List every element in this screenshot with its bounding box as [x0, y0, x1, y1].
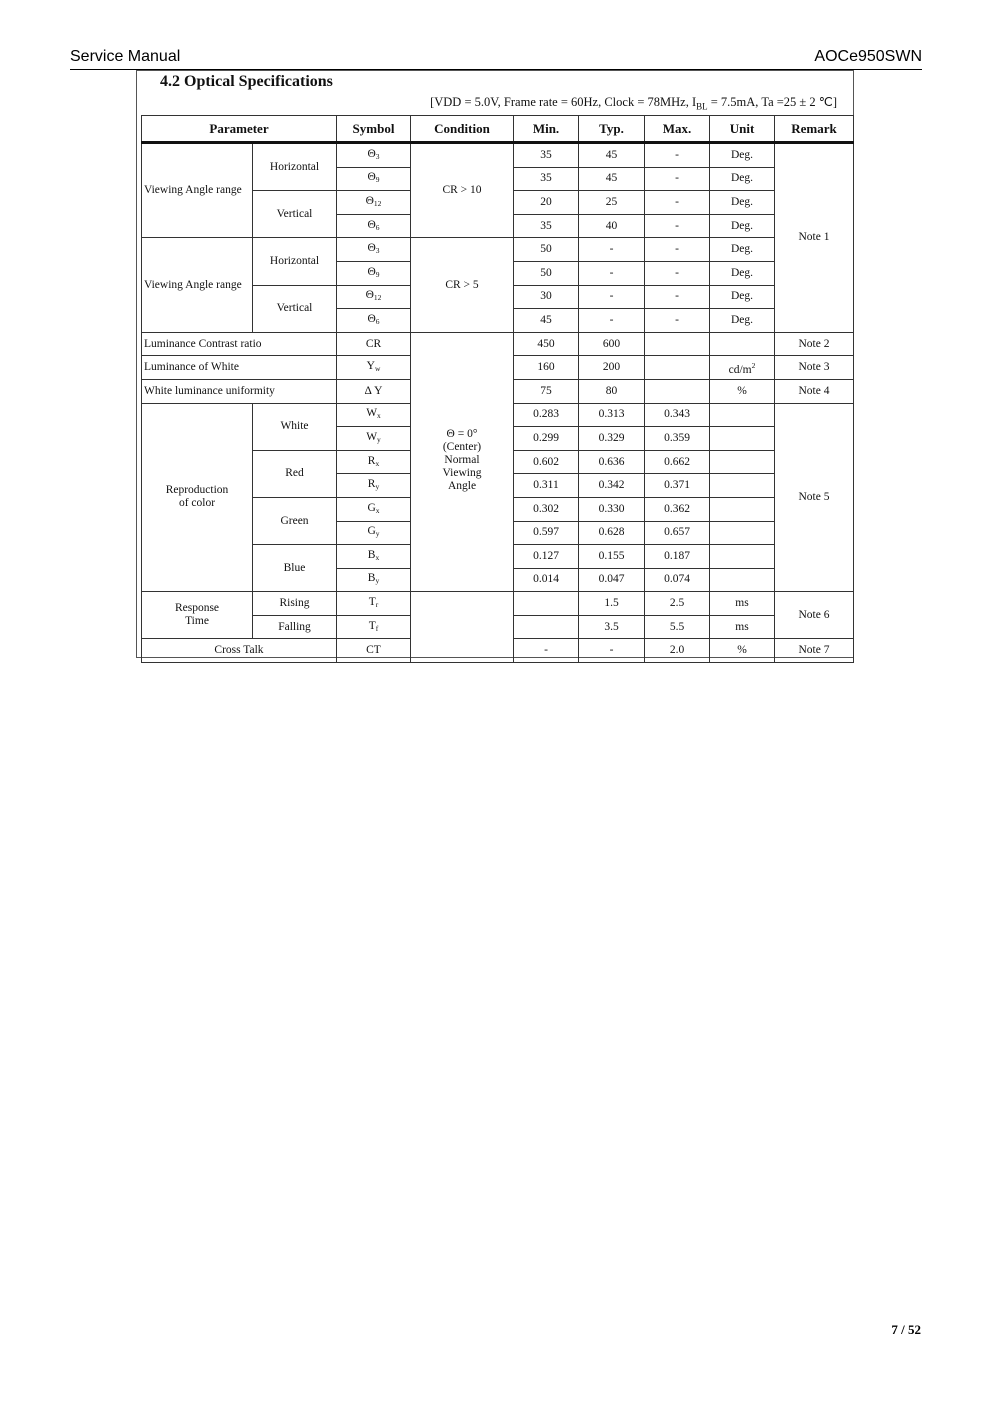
page-number: 7 / 52 [891, 1322, 921, 1337]
unit-cell [710, 427, 775, 451]
condition-cell-empty [411, 592, 514, 663]
max-cell: 2.0 [645, 639, 710, 663]
min-cell: 0.302 [514, 497, 579, 521]
unit-cell [710, 403, 775, 427]
symbol-cell: $R_x$ [337, 450, 411, 474]
typ-cell: 40 [579, 214, 645, 238]
max-cell: 0.343 [645, 403, 710, 427]
max-cell: - [645, 167, 710, 191]
max-cell: 0.187 [645, 545, 710, 569]
max-cell: 0.662 [645, 450, 710, 474]
col-header: Remark [775, 116, 854, 143]
unit-cell: % [710, 639, 775, 663]
typ-cell: 200 [579, 356, 645, 380]
table-row [142, 592, 854, 616]
unit-cell: Deg. [710, 261, 775, 285]
cond-line: Θ = 0° [446, 427, 478, 440]
param-cell: Luminance of White [142, 356, 337, 380]
symbol-cell: $\Theta_9$ [337, 261, 411, 285]
response-line: Time [185, 615, 209, 628]
symbol-cell: $\Theta_3$ [337, 238, 411, 262]
min-cell: 160 [514, 356, 579, 380]
unit-cell: Deg. [710, 143, 775, 168]
sub-param-cell: White [253, 403, 337, 450]
max-cell: 2.5 [645, 592, 710, 616]
condition-cell: CR > 10 [411, 143, 514, 238]
typ-cell: 0.329 [579, 427, 645, 451]
typ-cell: 1.5 [579, 592, 645, 616]
symbol-cell: $\Theta_6$ [337, 309, 411, 333]
unit-cell [710, 497, 775, 521]
header-model: AOCe950SWN [814, 48, 922, 65]
cond-line: (Center) [442, 440, 482, 453]
symbol-cell: $B_y$ [337, 568, 411, 592]
symbol-cell: $\Theta_{12}$ [337, 191, 411, 215]
condition-cell-center [411, 332, 514, 592]
param-cell: White luminance uniformity [142, 379, 337, 403]
symbol-cell: $G_y$ [337, 521, 411, 545]
max-cell: - [645, 238, 710, 262]
col-header: Typ. [579, 116, 645, 143]
repro-line: of color [178, 497, 216, 510]
min-cell: 45 [514, 309, 579, 333]
cond-line: Viewing [442, 466, 482, 479]
symbol-cell: $G_x$ [337, 497, 411, 521]
conditions-prefix: [VDD = 5.0V, Frame rate = 60Hz, Clock = 78MHz, I [430, 95, 697, 109]
symbol-cell: $\Theta_9$ [337, 167, 411, 191]
symbol-cell: $\Theta_3$ [337, 143, 411, 168]
symbol-cell: CR [337, 332, 411, 356]
sub-param-cell: Red [253, 450, 337, 497]
min-cell: 0.311 [514, 474, 579, 498]
unit-cell: % [710, 379, 775, 403]
sub-param-cell: Blue [253, 545, 337, 592]
col-header: Min. [514, 116, 579, 143]
header-title: Service Manual [70, 48, 181, 65]
max-cell [645, 379, 710, 403]
param-cell [142, 403, 253, 592]
min-cell: 50 [514, 261, 579, 285]
typ-cell: 600 [579, 332, 645, 356]
min-cell [514, 615, 579, 639]
remark-cell: Note 6 [775, 592, 854, 639]
param-cell: Cross Talk [142, 639, 337, 663]
typ-cell: 0.155 [579, 545, 645, 569]
remark-cell: Note 4 [775, 379, 854, 403]
min-cell: 450 [514, 332, 579, 356]
symbol-cell: $\Theta_{12}$ [337, 285, 411, 309]
min-cell: 20 [514, 191, 579, 215]
typ-cell: 0.628 [579, 521, 645, 545]
unit-cell [710, 332, 775, 356]
min-cell: 0.597 [514, 521, 579, 545]
min-cell: - [514, 639, 579, 663]
col-header: Symbol [337, 116, 411, 143]
unit-cell [710, 521, 775, 545]
typ-cell: - [579, 285, 645, 309]
max-cell: 0.371 [645, 474, 710, 498]
page-header [70, 47, 922, 70]
repro-line: Reproduction [165, 484, 229, 497]
condition-cell: CR > 5 [411, 238, 514, 332]
table-row [142, 238, 854, 262]
conditions-sub: BL [696, 101, 708, 112]
unit-cell: Deg. [710, 309, 775, 333]
response-line: Response [174, 602, 220, 615]
unit-cell [710, 568, 775, 592]
typ-cell: 0.342 [579, 474, 645, 498]
sub-param-cell: Rising [253, 592, 337, 616]
sub-param-cell: Green [253, 497, 337, 544]
table-row [142, 143, 854, 168]
typ-cell: 0.330 [579, 497, 645, 521]
typ-cell: 0.313 [579, 403, 645, 427]
symbol-cell: $\Theta_6$ [337, 214, 411, 238]
max-cell: 0.657 [645, 521, 710, 545]
max-cell: - [645, 309, 710, 333]
unit-cell: Deg. [710, 238, 775, 262]
min-cell: 0.299 [514, 427, 579, 451]
max-cell [645, 332, 710, 356]
table-header-row [142, 116, 854, 143]
sub-param-cell: Horizontal [253, 238, 337, 285]
optical-spec-table [141, 115, 854, 663]
min-cell: 0.014 [514, 568, 579, 592]
max-cell: 5.5 [645, 615, 710, 639]
param-cell: Viewing Angle range [142, 238, 253, 332]
col-header: Parameter [142, 116, 337, 143]
unit-cell [710, 474, 775, 498]
unit-cell: Deg. [710, 214, 775, 238]
test-conditions [430, 94, 837, 112]
remark-cell: Note 2 [775, 332, 854, 356]
col-header: Condition [411, 116, 514, 143]
typ-cell: 25 [579, 191, 645, 215]
min-cell: 50 [514, 238, 579, 262]
param-cell: Luminance Contrast ratio [142, 332, 337, 356]
min-cell: 35 [514, 214, 579, 238]
max-cell [645, 356, 710, 380]
symbol-cell: $T_f$ [337, 615, 411, 639]
cond-line: Angle [447, 479, 477, 492]
symbol-cell: $W_y$ [337, 427, 411, 451]
min-cell [514, 592, 579, 616]
table-row [142, 332, 854, 356]
cond-line: Normal [444, 453, 480, 466]
typ-cell: 45 [579, 167, 645, 191]
typ-cell: 0.047 [579, 568, 645, 592]
unit-cell: ms [710, 615, 775, 639]
remark-cell: Note 3 [775, 356, 854, 380]
min-cell: 35 [514, 143, 579, 168]
min-cell: 0.127 [514, 545, 579, 569]
col-header: Unit [710, 116, 775, 143]
symbol-cell: $Y_w$ [337, 356, 411, 380]
param-cell [142, 592, 253, 639]
max-cell: 0.359 [645, 427, 710, 451]
min-cell: 0.602 [514, 450, 579, 474]
symbol-cell: $B_x$ [337, 545, 411, 569]
min-cell: 75 [514, 379, 579, 403]
unit-cell [710, 545, 775, 569]
unit-cell: Deg. [710, 167, 775, 191]
unit-cell: $cd/m^2$ [710, 356, 775, 380]
max-cell: - [645, 143, 710, 168]
max-cell: - [645, 191, 710, 215]
unit-cell: ms [710, 592, 775, 616]
symbol-cell: Δ Y [337, 379, 411, 403]
symbol-cell: $T_r$ [337, 592, 411, 616]
symbol-cell: $R_y$ [337, 474, 411, 498]
conditions-suffix: = 7.5mA, Ta =25 ± 2 ℃] [707, 95, 837, 109]
param-cell: Viewing Angle range [142, 143, 253, 238]
sub-param-cell: Vertical [253, 285, 337, 332]
sub-param-cell: Horizontal [253, 143, 337, 191]
sub-param-cell: Vertical [253, 191, 337, 238]
max-cell: - [645, 261, 710, 285]
max-cell: - [645, 285, 710, 309]
typ-cell: 3.5 [579, 615, 645, 639]
sub-param-cell: Falling [253, 615, 337, 639]
symbol-cell: CT [337, 639, 411, 663]
typ-cell: 0.636 [579, 450, 645, 474]
typ-cell: 45 [579, 143, 645, 168]
typ-cell: - [579, 261, 645, 285]
unit-cell [710, 450, 775, 474]
max-cell: - [645, 214, 710, 238]
typ-cell: - [579, 639, 645, 663]
remark-cell: Note 5 [775, 403, 854, 592]
unit-cell: Deg. [710, 191, 775, 215]
typ-cell: 80 [579, 379, 645, 403]
col-header: Max. [645, 116, 710, 143]
max-cell: 0.362 [645, 497, 710, 521]
min-cell: 30 [514, 285, 579, 309]
remark-cell: Note 7 [775, 639, 854, 663]
optical-spec-figure [136, 70, 854, 658]
min-cell: 0.283 [514, 403, 579, 427]
min-cell: 35 [514, 167, 579, 191]
unit-cell: Deg. [710, 285, 775, 309]
section-title: 4.2 Optical Specifications [160, 73, 333, 90]
max-cell: 0.074 [645, 568, 710, 592]
symbol-cell: $W_x$ [337, 403, 411, 427]
typ-cell: - [579, 238, 645, 262]
remark-cell: Note 1 [775, 143, 854, 333]
typ-cell: - [579, 309, 645, 333]
